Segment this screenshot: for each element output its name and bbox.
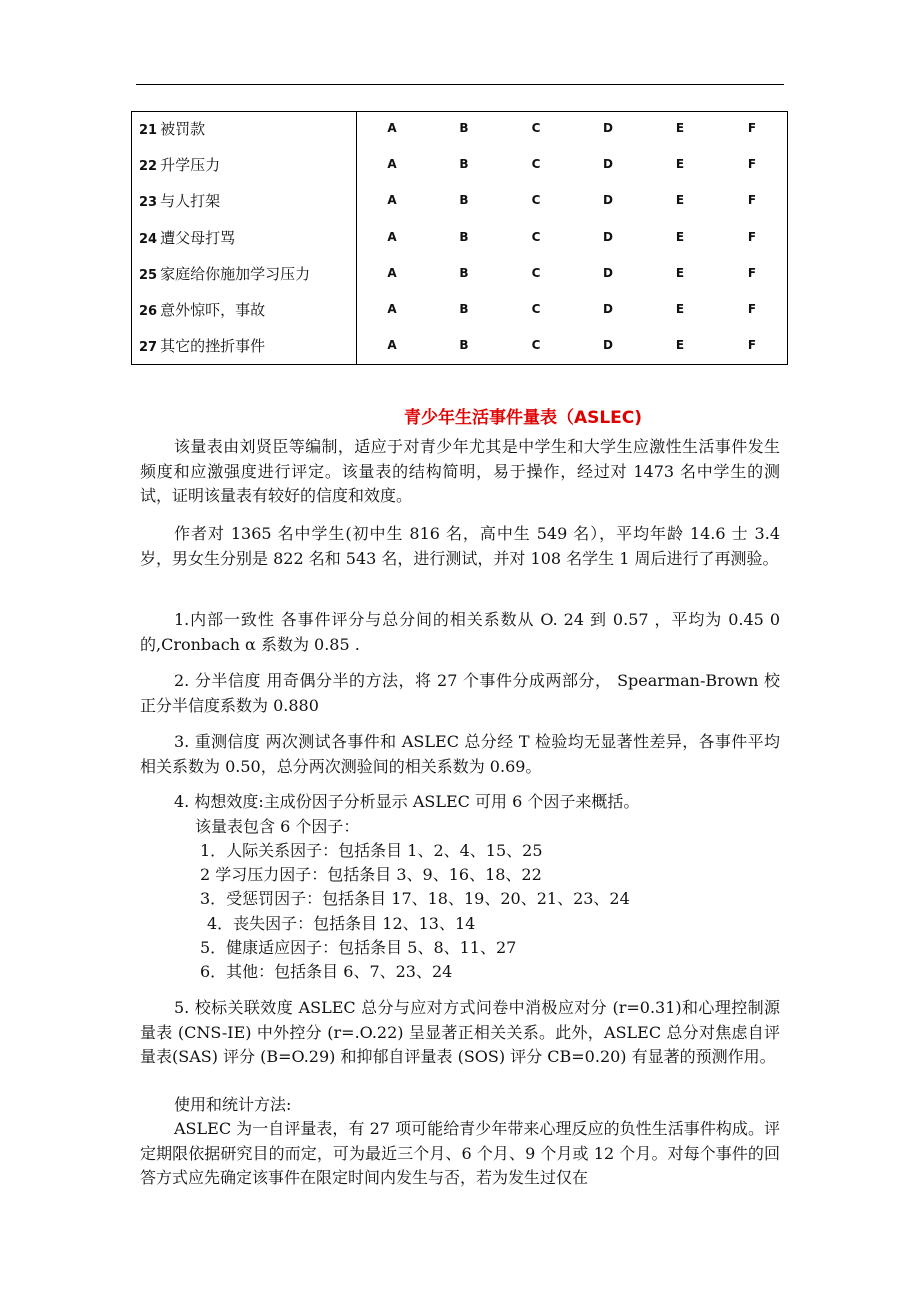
- option-d: D: [603, 302, 613, 316]
- option-a: A: [387, 157, 397, 172]
- event-label: [139, 227, 235, 248]
- factor-item: 3．受惩罚因子：包括条目 17、18、19、20、21、23、24: [200, 889, 630, 909]
- option-b: B: [459, 121, 469, 135]
- table-row: [132, 152, 787, 188]
- events-table: [131, 111, 788, 365]
- reliability-paragraph-3: [140, 730, 780, 779]
- usage-text: ASLEC 为一自评量表，有 27 项可能给青少年带来心理反应的负性生活事件构成。评定期限依据研究目的而定，可为最近三个月、6 个月、9 个月或 12 个月。对每个事件的回答方式应先确定该事件在限定时间内发生与否，若为发生过仅在: [140, 1119, 780, 1187]
- option-d: D: [603, 193, 613, 208]
- option-a: A: [387, 265, 397, 280]
- event-label: [139, 335, 265, 356]
- intro-text: 该量表由刘贤臣等编制，适应于对青少年尤其是中学生和大学生应激性生活事件发生频度和应激强度进行评定。该量表的结构简明，易于操作，经过对 1473 名中学生的测试，证明该量表有较好的信度和效度。: [140, 437, 780, 505]
- factor-item: 2 学习压力因子：包括条目 3、9、16、18、22: [200, 865, 542, 885]
- option-d: D: [603, 265, 613, 280]
- option-e: E: [675, 302, 685, 316]
- table-row: [132, 297, 787, 333]
- usage-heading: 使用和统计方法:: [174, 1095, 292, 1114]
- event-label: [139, 118, 205, 139]
- event-text: 遭父母打骂: [160, 228, 236, 247]
- event-text: 被罚款: [160, 120, 206, 138]
- option-f: F: [747, 265, 757, 280]
- event-label: [139, 299, 265, 320]
- option-a: A: [387, 302, 397, 316]
- option-f: F: [747, 121, 757, 135]
- option-a: A: [387, 229, 397, 244]
- option-b: B: [459, 193, 469, 208]
- option-e: E: [675, 121, 685, 135]
- reliability-text-2: 2. 分半信度 用奇偶分半的方法，将 27 个事件分成两部分， Spearman-Brown 校正分半信度系数为 0.880: [140, 671, 780, 715]
- option-f: F: [747, 229, 757, 244]
- option-e: E: [675, 157, 685, 172]
- validity-text-4: 4. 构想效度:主成份因子分析显示 ASLEC 可用 6 个因子来概括。: [174, 792, 640, 811]
- option-b: B: [459, 302, 469, 316]
- event-text: 与人打架: [160, 192, 221, 211]
- option-d: D: [603, 338, 613, 353]
- table-row: [132, 261, 787, 297]
- validity-paragraph-4: [140, 790, 780, 815]
- factor-item: 1．人际关系因子：包括条目 1、2、4、15、25: [200, 841, 543, 860]
- option-d: D: [603, 157, 613, 172]
- reliability-text-3: 3. 重测信度 两次测试各事件和 ASLEC 总分经 T 检验均无显著性差异，各事件平均相关系数为 0.50，总分两次测验间的相关系数为 0.69。: [140, 732, 780, 776]
- event-text: 升学压力: [160, 156, 221, 175]
- factor-item: 4．丧失因子：包括条目 12、13、14: [207, 913, 476, 933]
- option-e: E: [675, 265, 685, 280]
- option-b: B: [459, 338, 469, 353]
- header-rule: [136, 84, 784, 85]
- factor-item: 5．健康适应因子：包括条目 5、8、11、27: [200, 937, 517, 957]
- event-text: 家庭给你施加学习压力: [160, 264, 311, 283]
- event-number: 27: [139, 340, 158, 356]
- option-f: F: [747, 193, 757, 208]
- factor-item: 6．其他：包括条目 6、7、23、24: [200, 962, 453, 981]
- option-c: C: [531, 193, 541, 208]
- reliability-paragraph-1: [140, 608, 780, 657]
- validity-paragraph-5: [140, 996, 780, 1070]
- option-e: E: [675, 193, 685, 208]
- table-row: [132, 116, 787, 152]
- option-c: C: [531, 121, 541, 135]
- option-a: A: [387, 121, 397, 135]
- option-c: C: [531, 157, 541, 172]
- reliability-text-1: 1.内部一致性 各事件评分与总分间的相关系数从 O. 24 到 0.57 ，平均为 0.45 0 的,Cronbach α 系数为 0.85 .: [140, 610, 780, 654]
- option-b: B: [459, 229, 469, 244]
- reliability-paragraph-2: [140, 669, 780, 718]
- option-c: C: [531, 229, 541, 244]
- table-row: [132, 333, 787, 369]
- option-b: B: [459, 265, 469, 280]
- option-a: A: [387, 193, 397, 208]
- table-row: [132, 188, 787, 224]
- event-number: 23: [139, 195, 158, 211]
- option-a: A: [387, 338, 397, 353]
- option-b: B: [459, 157, 469, 172]
- option-e: E: [675, 229, 685, 244]
- event-number: 26: [139, 304, 158, 319]
- option-c: C: [531, 302, 541, 316]
- event-number: 24: [139, 231, 158, 247]
- event-text: 意外惊吓，事故: [160, 301, 266, 319]
- option-c: C: [531, 265, 541, 280]
- option-d: D: [603, 229, 613, 244]
- usage-heading-block: [140, 1093, 780, 1118]
- event-label: [139, 263, 310, 284]
- event-number: 21: [139, 123, 158, 138]
- factors-intro: 该量表包含 6 个因子：: [195, 817, 360, 836]
- table-row: [132, 225, 787, 261]
- author-paragraph: [140, 522, 780, 571]
- event-label: [139, 190, 220, 211]
- option-c: C: [531, 338, 541, 353]
- event-number: 25: [139, 267, 158, 283]
- intro-paragraph: [140, 435, 780, 509]
- option-d: D: [603, 121, 613, 135]
- option-f: F: [747, 338, 757, 353]
- option-f: F: [747, 302, 757, 316]
- option-f: F: [747, 157, 757, 172]
- option-e: E: [675, 338, 685, 353]
- usage-paragraph: [140, 1117, 780, 1191]
- event-number: 22: [139, 159, 158, 175]
- validity-text-5: 5. 校标关联效度 ASLEC 总分与应对方式问卷中消极应对分 (r=0.31)和心理控制源量表 (CNS-IE) 中外控分 (r=.O.22) 呈显著正相关关系。此外，ASLEC 总分对焦虑自评量表(SAS) 评分 (B=O.29) 和抑郁自评量表 (SOS) 评分 CB=0.20) 有显著的预测作用。: [140, 998, 780, 1066]
- author-text: 作者对 1365 名中学生(初中生 816 名，高中生 549 名），平均年龄 14.6 士 3.4 岁，男女生分别是 822 名和 543 名，进行测试，并对 108 名学生 1 周后进行了再测验。: [140, 524, 780, 568]
- section-title: 青少年生活事件量表（ASLEC): [403, 408, 643, 428]
- event-text: 其它的挫折事件: [160, 337, 266, 356]
- event-label: [139, 154, 220, 175]
